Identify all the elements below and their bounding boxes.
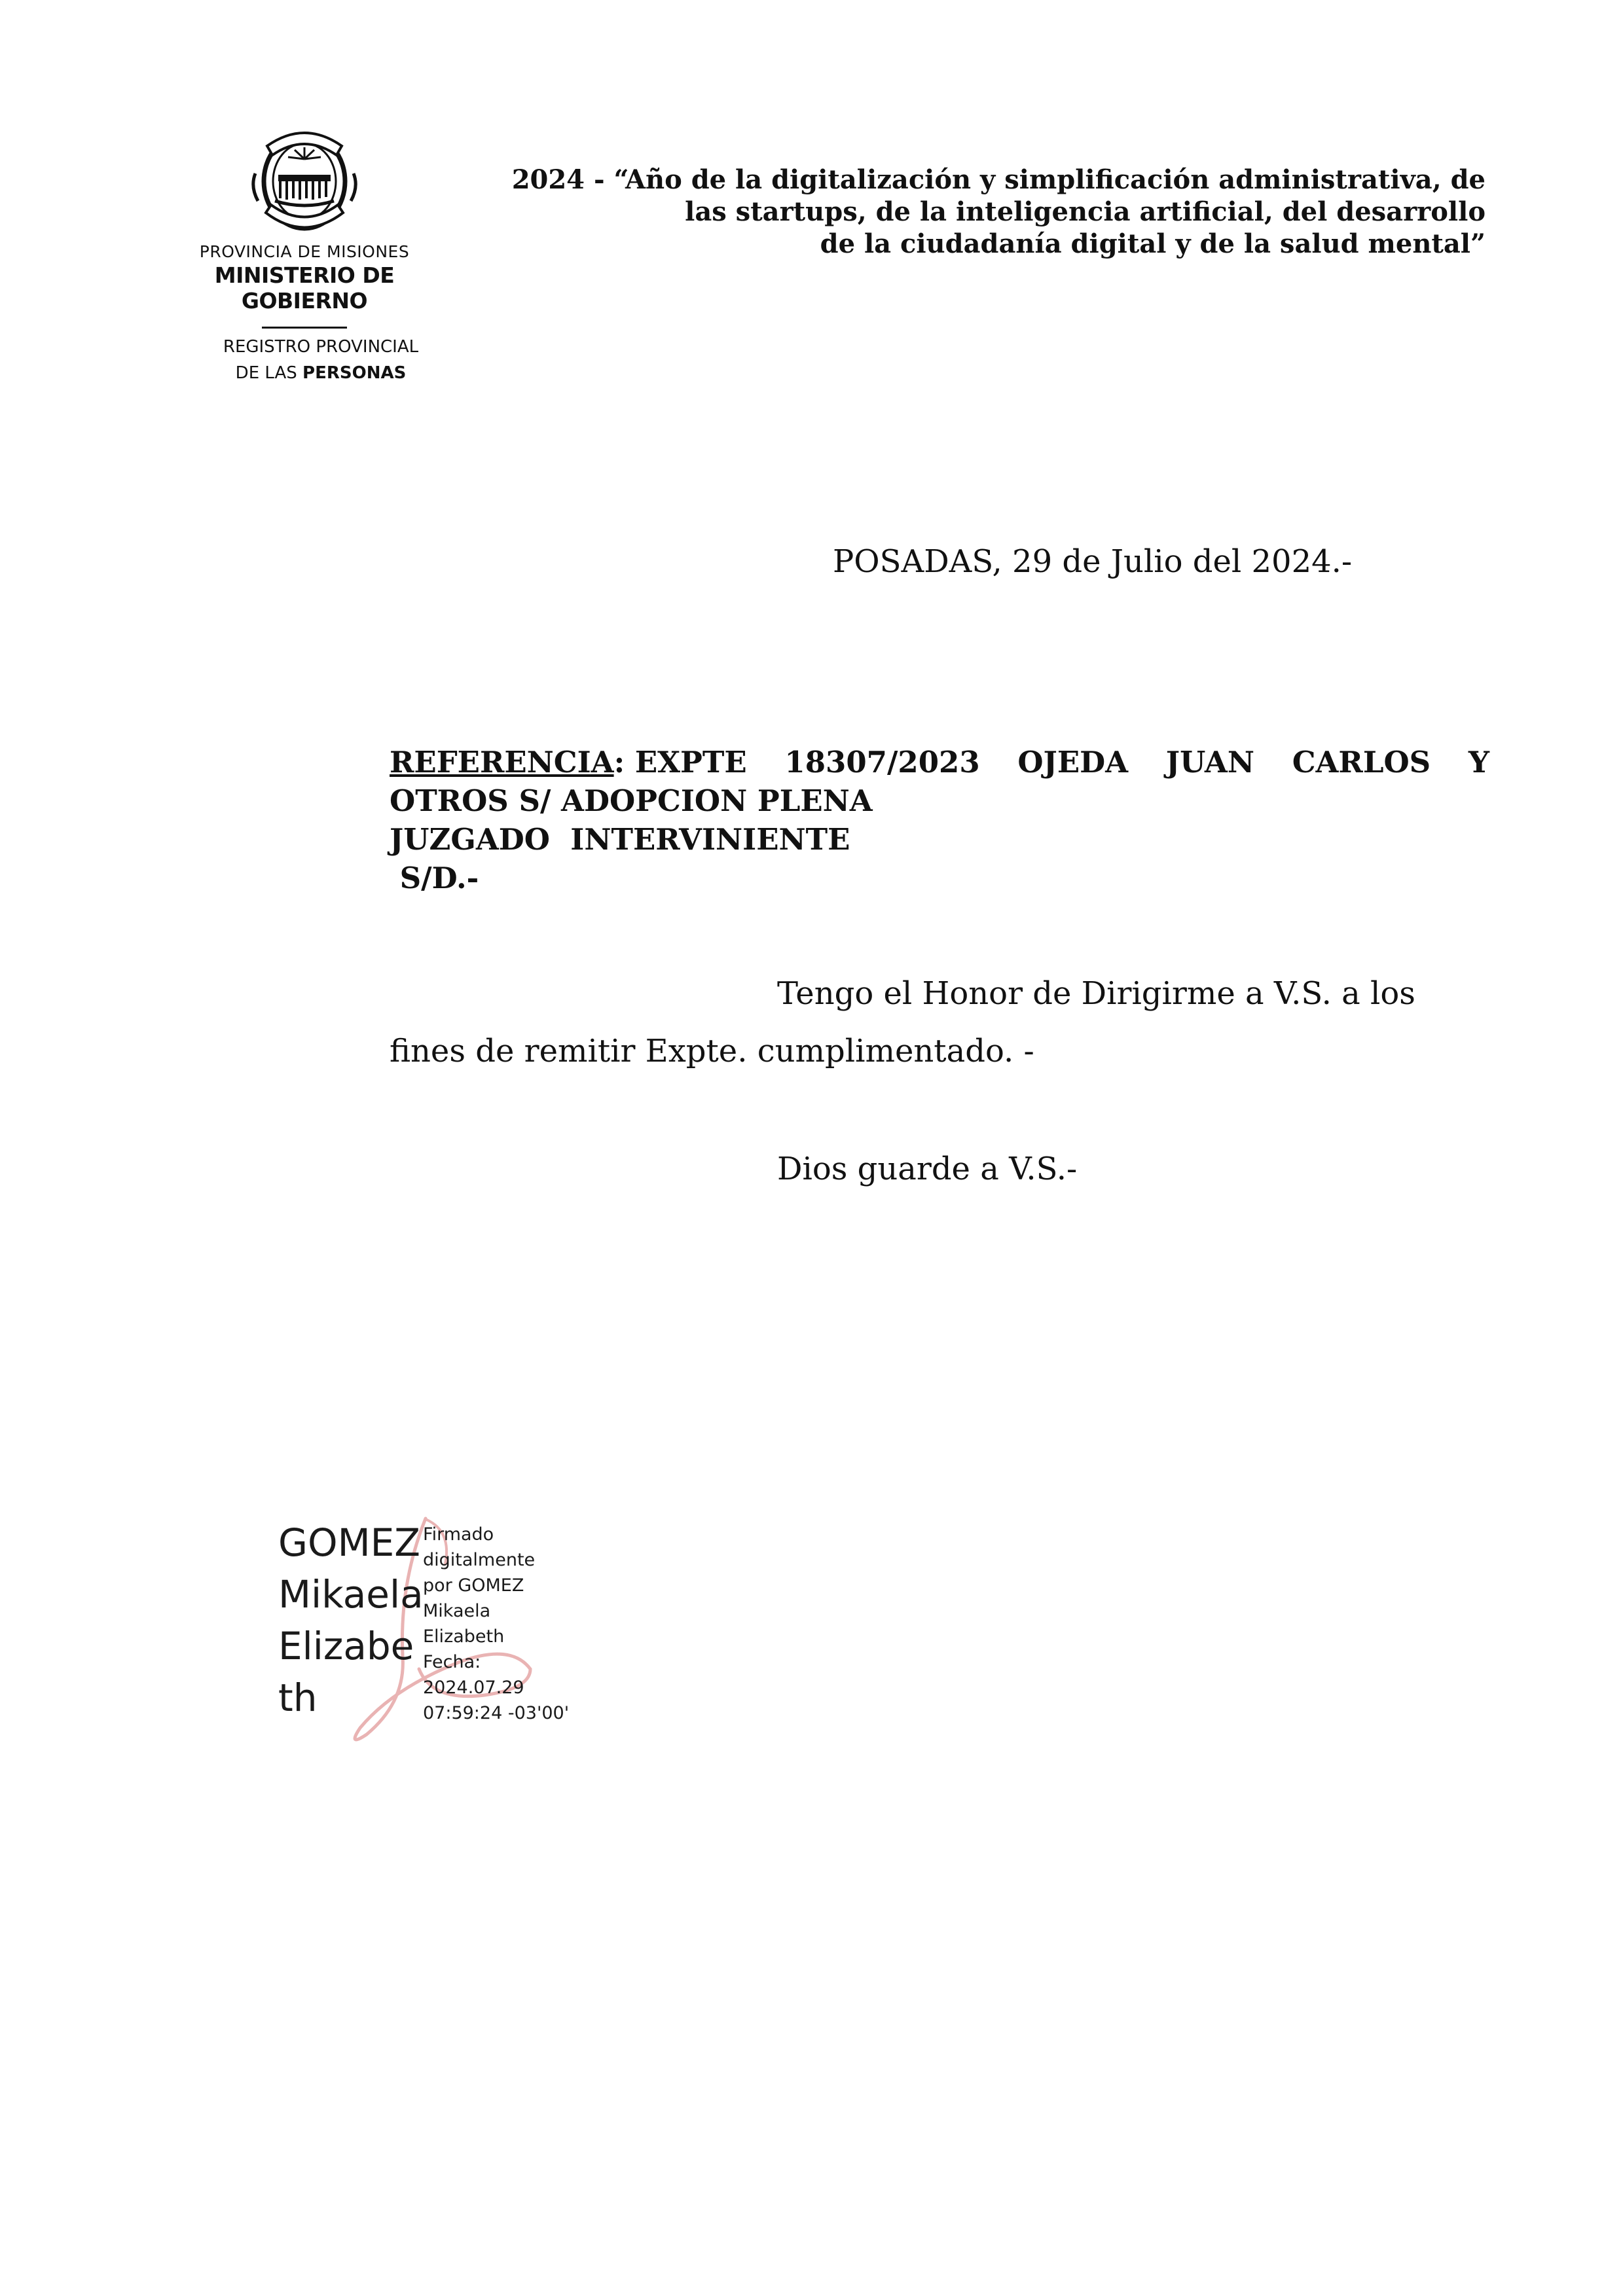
reference-word: JUAN (1165, 745, 1254, 780)
reference-line-1 (390, 743, 1489, 781)
registry-line-2-prefix: DE LAS (235, 363, 303, 383)
signature-date: 2024.07.29 (423, 1677, 524, 1698)
registry-line-1: REGISTRO PROVINCIAL (223, 337, 419, 357)
registry-line-2-bold: PERSONAS (302, 363, 407, 383)
signer-name-line: Elizabe (278, 1624, 414, 1668)
signer-name-line: th (278, 1676, 318, 1720)
reference-expte: : EXPTE (613, 745, 747, 780)
motto-line: de la ciudadanía digital y de la salud mental” (820, 228, 1486, 259)
registry-line-2 (196, 360, 445, 386)
province-name: PROVINCIA DE MISIONES (199, 242, 410, 261)
signature-detail-line: Firmado (423, 1524, 494, 1545)
signer-name (278, 1517, 424, 1724)
signature-detail-line: digitalmente (423, 1550, 536, 1570)
motto-line: 2024 - “Año de la digitalización y simplificación administrativa, de (511, 164, 1486, 195)
reference-label: REFERENCIA (390, 745, 614, 780)
body-paragraph-line-1: Tengo el Honor de Dirigirme a V.S. a los (777, 975, 1415, 1012)
signature-details (423, 1522, 569, 1726)
recipient-line: JUZGADO INTERVINIENTE (390, 822, 850, 857)
ministry-logo (151, 121, 458, 329)
ministry-name: MINISTERIO DE GOBIERNO (214, 262, 395, 314)
closing-line: Dios guarde a V.S.- (777, 1151, 1078, 1187)
sd-line: S/D.- (390, 861, 479, 895)
signer-name-line: GOMEZ (278, 1520, 421, 1565)
signature-detail-line: Elizabeth (423, 1626, 505, 1647)
reference-word: CARLOS (1292, 745, 1431, 780)
reference-block (390, 743, 1489, 897)
signature-detail-line: Fecha: (423, 1652, 481, 1672)
date-line: POSADAS, 29 de Julio del 2024.- (833, 543, 1353, 580)
reference-word: Y (1468, 745, 1489, 780)
motto-line: las startups, de la inteligencia artificial, del desarrollo (685, 196, 1486, 227)
signature-detail-line: por GOMEZ (423, 1575, 524, 1596)
logo-divider (262, 327, 347, 329)
body-paragraph-line-2: fines de remitir Expte. cumplimentado. - (390, 1033, 1034, 1069)
reference-heading (390, 743, 747, 781)
reference-word: OJEDA (1017, 745, 1129, 780)
reference-line-2: OTROS S/ ADOPCION PLENA (390, 783, 873, 818)
signature-time: 07:59:24 -03'00' (423, 1703, 570, 1723)
expediente-number: 18307/2023 (784, 745, 980, 780)
provincial-coat-of-arms-icon (249, 121, 360, 236)
registry-name (196, 334, 445, 386)
year-motto (503, 164, 1486, 260)
signature-detail-line: Mikaela (423, 1601, 491, 1621)
signer-name-line: Mikaela (278, 1572, 424, 1617)
